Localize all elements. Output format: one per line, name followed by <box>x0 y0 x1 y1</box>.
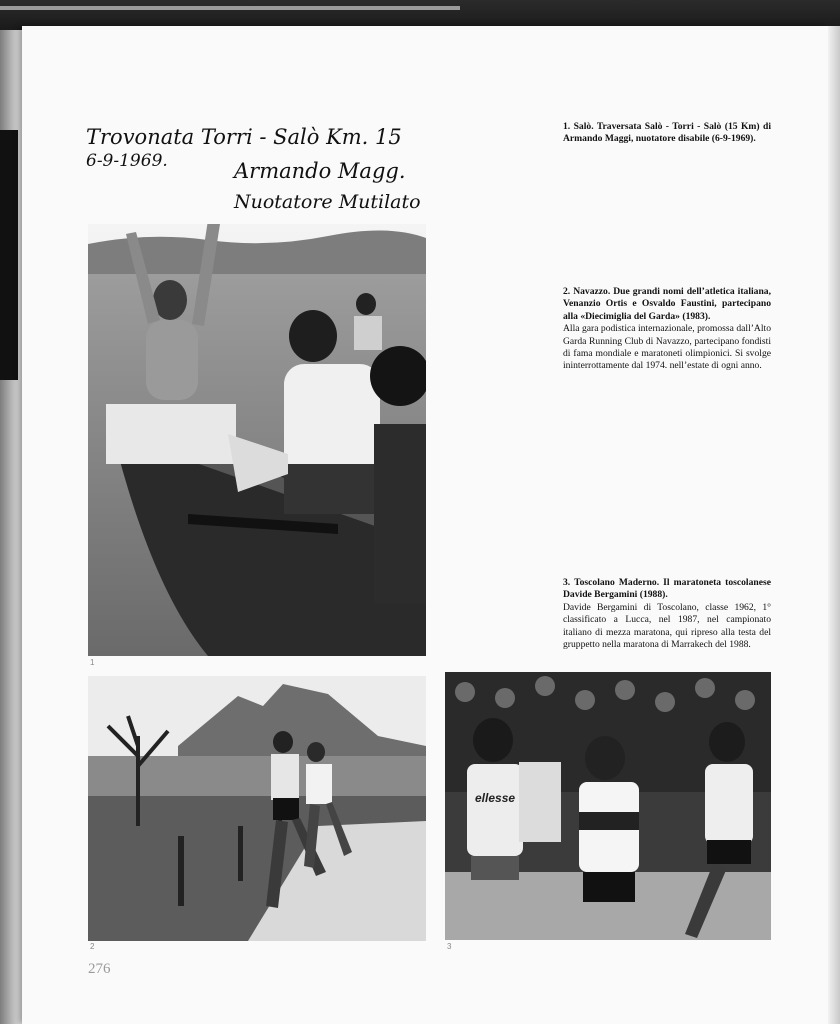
handwriting-line2: 6-9-1969. <box>86 151 168 171</box>
caption-3-heading: 3. Toscolano Maderno. Il maratoneta toscolanese Davide Bergamini (1988). <box>563 577 771 601</box>
book-spine <box>0 30 22 1024</box>
photo-marathon-group <box>445 672 771 940</box>
caption-2 <box>563 286 771 373</box>
caption-3 <box>563 577 771 651</box>
spine-shadow <box>0 130 18 380</box>
caption-3-body: Davide Bergamini di Toscolano, classe 1962, 1° classificato a Lucca, nel 1987, nel campionato italiano di mezza maratona, qui ripreso alla testa del gruppetto nella maratona di Marrakech del 1988. <box>563 601 771 651</box>
handwriting-line4: Nuotatore Mutilato <box>234 191 421 213</box>
handwriting-line3: Armando Magg. <box>234 159 406 183</box>
handwritten-inscription <box>84 122 444 220</box>
photo-number-3: 3 <box>447 942 452 951</box>
caption-2-body: Alla gara podistica internazionale, promossa dall’Alto Garda Running Club di Navazzo, partecipano fondisti di fama mondiale e maratoneti olimpionici. Si svolge ininterrottamente dal 1974. nell’estate di ogni anno. <box>563 323 771 372</box>
caption-2-heading: 2. Navazzo. Due grandi nomi dell’atletica italiana, Venanzio Ortis e Osvaldo Faustini, partecipano alla «Diecimiglia del Garda» (1983). <box>563 286 771 322</box>
caption-1 <box>563 121 771 146</box>
photo-number-1: 1 <box>90 658 95 667</box>
jersey-brand-text: ellesse <box>475 791 516 805</box>
book-page <box>22 26 828 1024</box>
page-right-edge <box>828 26 840 1024</box>
photo-number-2: 2 <box>90 942 95 951</box>
handwriting-line1: Trovonata Torri - Salò Km. 15 <box>86 125 402 149</box>
page-number: 276 <box>88 961 111 977</box>
handwriting-svg <box>84 122 444 220</box>
photo-boat-swimmer <box>88 224 426 656</box>
photo-runners-lakeside <box>88 676 426 941</box>
caption-1-heading: 1. Salò. Traversata Salò - Torri - Salò (15 Km) di Armando Maggi, nuotatore disabile (6-9-1969). <box>563 121 771 145</box>
